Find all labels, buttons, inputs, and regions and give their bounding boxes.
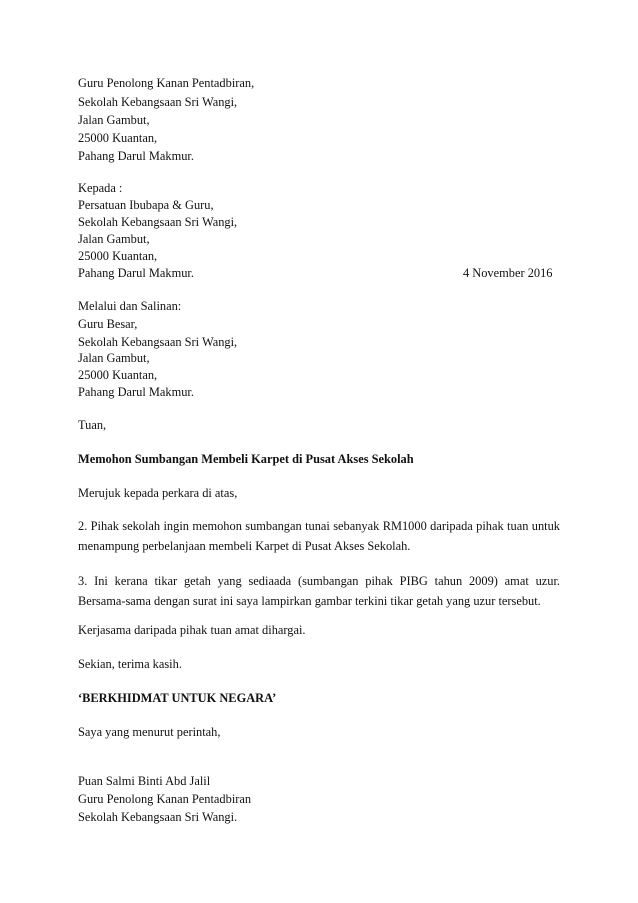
salutation: Tuan, bbox=[78, 418, 107, 432]
copy-line: 25000 Kuantan, bbox=[78, 368, 158, 382]
motto: ‘BERKHIDMAT UNTUK NEGARA’ bbox=[78, 691, 277, 705]
sender-line: Guru Penolong Kanan Pentadbiran, bbox=[78, 76, 255, 90]
recipient-heading: Kepada : bbox=[78, 181, 123, 195]
recipient-line: Persatuan Ibubapa & Guru, bbox=[78, 198, 214, 212]
recipient-line: Pahang Darul Makmur. bbox=[78, 266, 194, 280]
copy-line: Pahang Darul Makmur. bbox=[78, 385, 194, 399]
recipient-line: 25000 Kuantan, bbox=[78, 249, 158, 263]
paragraph-3: 3. Ini kerana tikar getah yang sediaada (sumbangan pihak PIBG tahun 2009) amat uzur. Bersama-sama dengan surat ini saya lampirkan gambar terkini tikar getah yang uzur tersebut. bbox=[78, 574, 560, 608]
copy-heading: Melalui dan Salinan: bbox=[78, 299, 182, 313]
copy-line: Jalan Gambut, bbox=[78, 351, 150, 365]
copy-line: Sekolah Kebangsaan Sri Wangi, bbox=[78, 335, 238, 349]
sender-line: Pahang Darul Makmur. bbox=[78, 149, 194, 163]
recipient-line: Sekolah Kebangsaan Sri Wangi, bbox=[78, 215, 238, 229]
signatory-title: Guru Penolong Kanan Pentadbiran bbox=[78, 792, 252, 806]
cooperation-paragraph: Kerjasama daripada pihak tuan amat dihargai. bbox=[78, 623, 306, 637]
recipient-line: Jalan Gambut, bbox=[78, 232, 150, 246]
reference-paragraph: Merujuk kepada perkara di atas, bbox=[78, 486, 238, 500]
signatory-name: Puan Salmi Binti Abd Jalil bbox=[78, 774, 211, 788]
signatory-school: Sekolah Kebangsaan Sri Wangi. bbox=[78, 810, 238, 824]
closing-paragraph: Sekian, terima kasih. bbox=[78, 657, 182, 671]
sender-line: 25000 Kuantan, bbox=[78, 131, 158, 145]
paragraph-2: 2. Pihak sekolah ingin memohon sumbangan tunai sebanyak RM1000 daripada pihak tuan untuk menampung perbelanjaan membeli Karpet di Pusat Akses Sekolah. bbox=[78, 519, 560, 553]
letter-date: 4 November 2016 bbox=[463, 266, 553, 280]
sender-line: Jalan Gambut, bbox=[78, 113, 150, 127]
signoff: Saya yang menurut perintah, bbox=[78, 725, 221, 739]
sender-line: Sekolah Kebangsaan Sri Wangi, bbox=[78, 95, 238, 109]
letter-subject: Memohon Sumbangan Membeli Karpet di Pusat Akses Sekolah bbox=[78, 452, 414, 466]
copy-line: Guru Besar, bbox=[78, 317, 138, 331]
